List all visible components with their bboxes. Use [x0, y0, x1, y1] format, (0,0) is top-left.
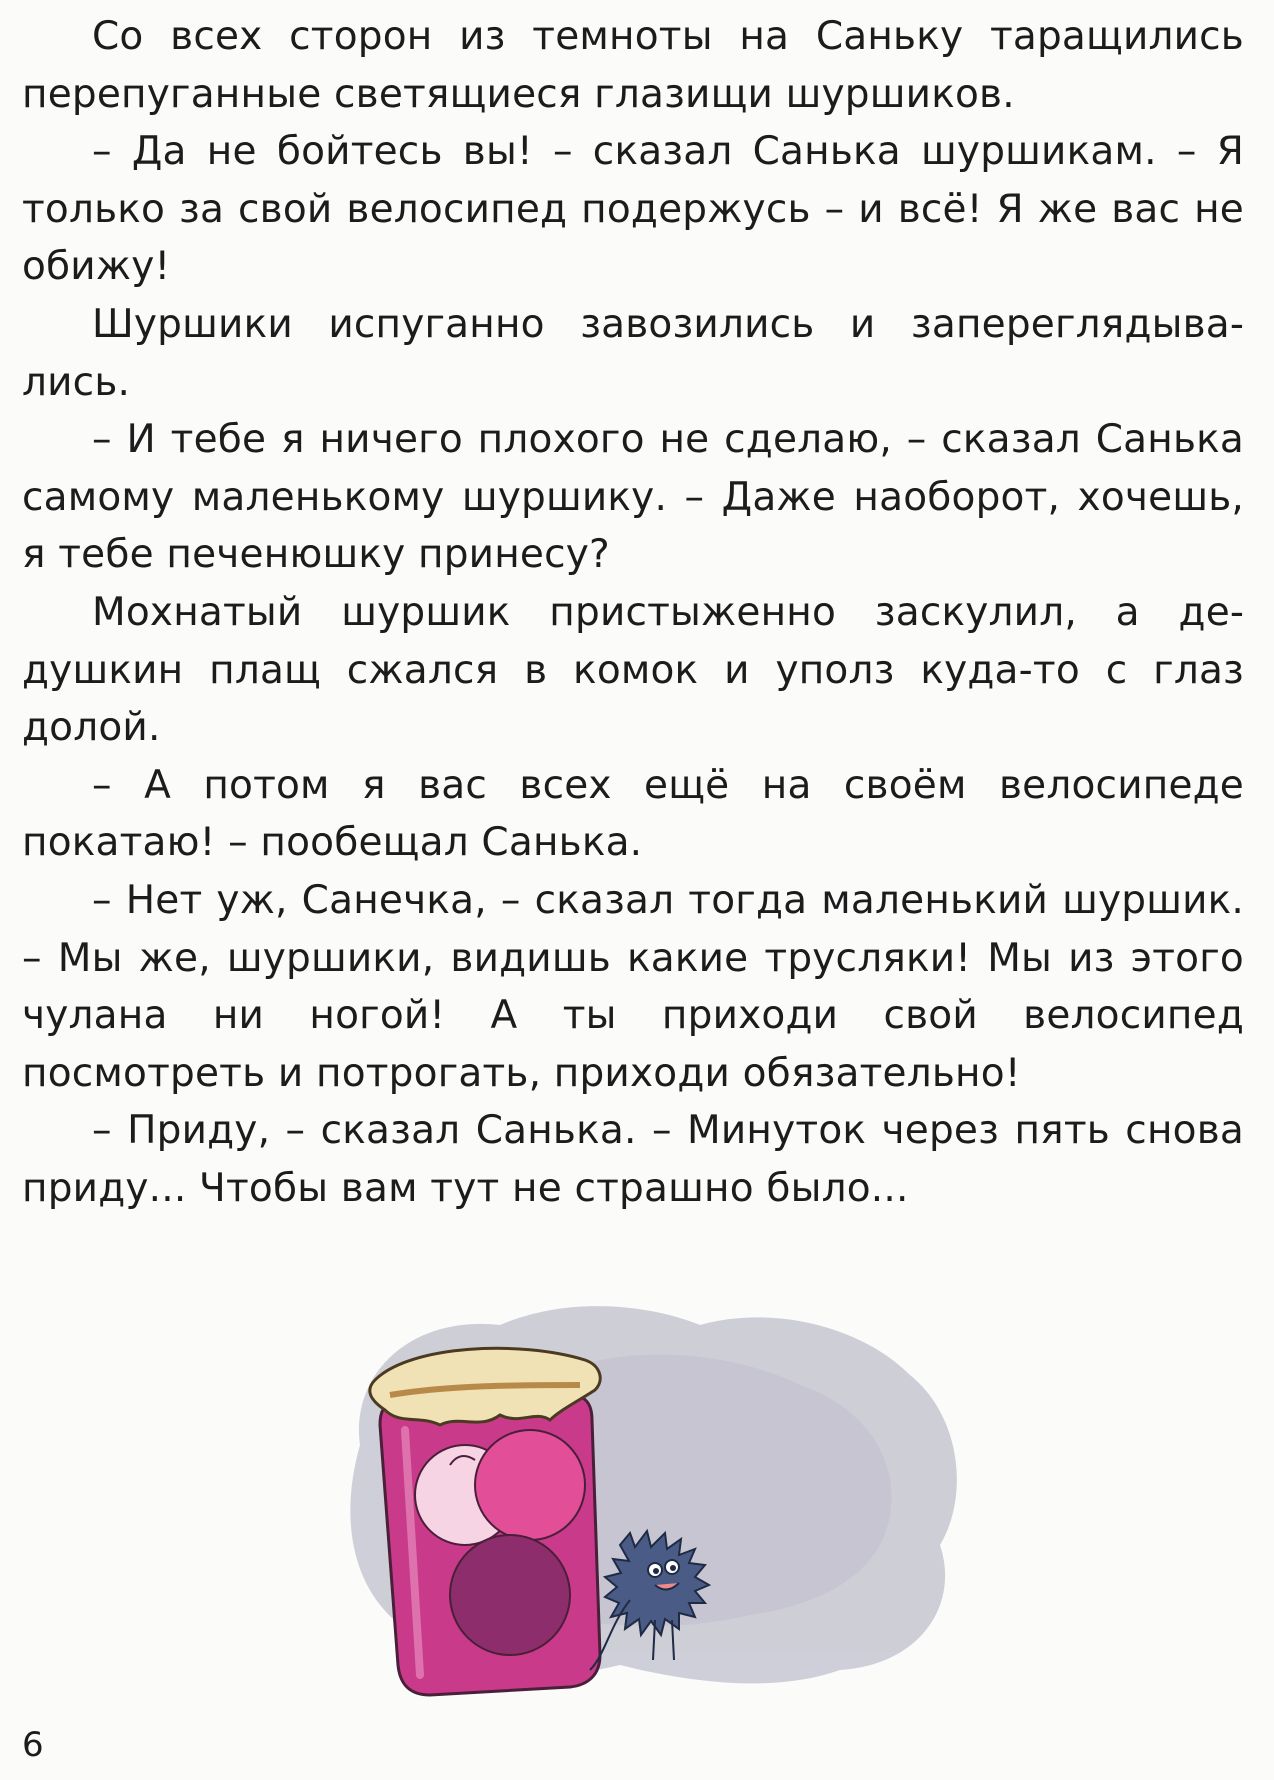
- paragraph: Со всех сторон из темноты на Саньку таращились перепуганные светящиеся глазищи шуршиков.: [22, 14, 1244, 117]
- paragraph: Мохнатый шуршик пристыженно заскулил, а дедушкин плащ сжался в комок и уполз куда-то с глаз долой.: [22, 589, 1244, 751]
- paragraph: – Да не бойтесь вы! – сказал Санька шуршикам. – Я только за свой велосипед подержусь – и всё! Я же вас не обижу!: [22, 129, 1244, 290]
- jam-jar: [370, 1348, 600, 1695]
- paragraph: – А потом я вас всех ещё на своём велосипеде покатаю! – пообещал Санька.: [22, 762, 1244, 866]
- paragraph: Шуршики испуганно завозились и запереглядывались.: [22, 301, 1244, 405]
- paragraph: – И тебе я ничего плохого не сделаю, – сказал Санька самому маленькому шуршику. – Даже наоборот, хочешь, я тебе печенюшку принесу?: [22, 417, 1244, 578]
- page-number: 6: [22, 1725, 44, 1765]
- paragraph: – Нет уж, Санечка, – сказал тогда маленький шуршик. – Мы же, шуршики, видишь какие трусляки! Мы из этого чулана ни ногой! А ты приходи свой велосипед посмотреть и потрогать, приходи обязательно!: [22, 877, 1244, 1096]
- story-text: [22, 8, 1244, 1217]
- jam-jar-illustration: [320, 1285, 980, 1705]
- paragraph: – Приду, – сказал Санька. – Минуток через пять снова приду... Чтобы вам тут не страшно было...: [22, 1108, 1244, 1211]
